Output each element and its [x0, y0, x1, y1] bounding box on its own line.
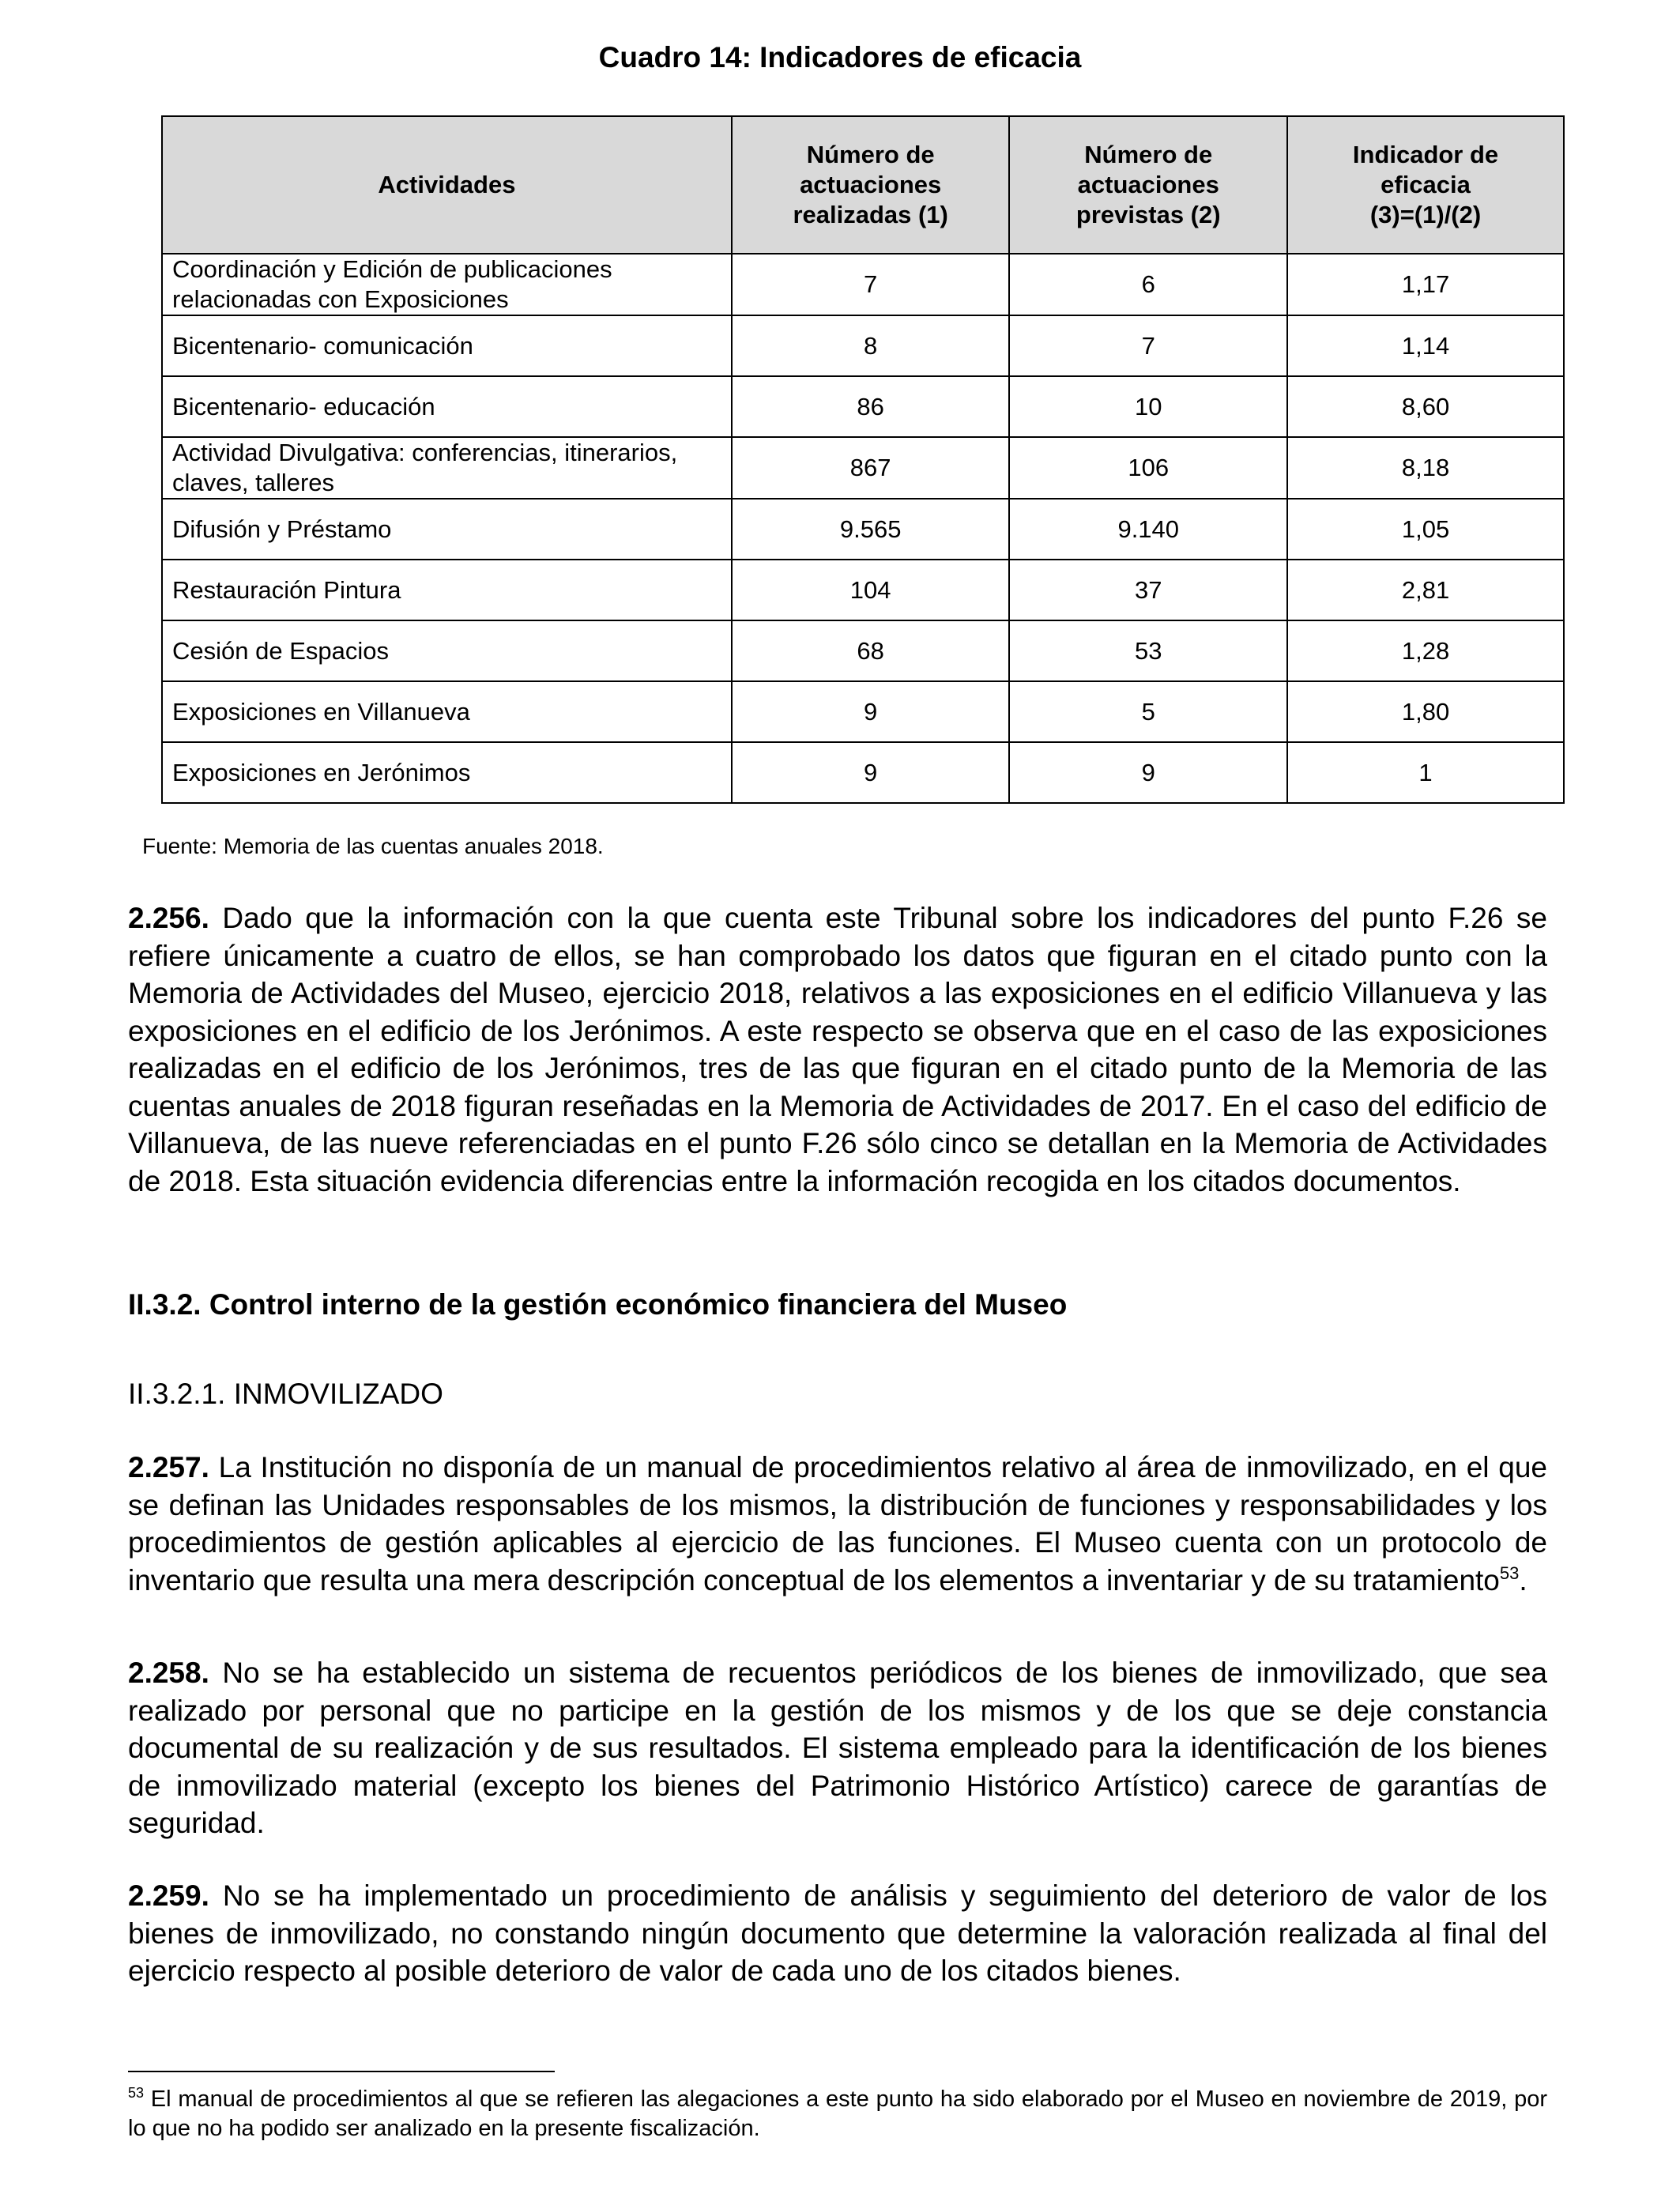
table-row [162, 742, 1564, 803]
header-indicator [1287, 116, 1564, 254]
activity-cell [162, 254, 732, 315]
header-realized-line: realizadas (1) [793, 201, 948, 228]
footnote-marker: 53 [128, 2085, 145, 2101]
table-row [162, 499, 1564, 560]
table-source: Fuente: Memoria de las cuentas anuales 2018. [142, 834, 604, 858]
indicator-cell: 8,18 [1287, 437, 1564, 499]
activity-line: relacionadas con Exposiciones [172, 285, 509, 313]
subsection-heading: II.3.2.1. INMOVILIZADO [128, 1378, 443, 1410]
footnote-separator [128, 2071, 555, 2072]
realized-cell: 68 [732, 620, 1010, 681]
realized-cell: 7 [732, 254, 1010, 315]
planned-cell: 53 [1009, 620, 1287, 681]
planned-cell: 5 [1009, 681, 1287, 742]
planned-cell: 7 [1009, 315, 1287, 376]
footnote-ref[interactable]: 53 [1499, 1563, 1520, 1583]
paragraph-text: La Institución no disponía de un manual de procedimientos relativo al área de inmovilizado, en el que se definan las Unidades responsables de los mismos, la distribución de funciones y responsabilidades y los procedimientos de gestión aplicables al ejercicio de las funciones. El Museo cuenta con un protocolo de inventario que resulta una mera descripción conceptual de los elementos a inventariar y de su tratamiento [128, 1451, 1547, 1596]
realized-cell: 867 [732, 437, 1010, 499]
table-row [162, 560, 1564, 620]
header-indicator-line: (3)=(1)/(2) [1369, 201, 1482, 228]
indicator-cell: 1,28 [1287, 620, 1564, 681]
indicator-cell: 1,17 [1287, 254, 1564, 315]
activity-cell [162, 437, 732, 499]
indicator-cell: 2,81 [1287, 560, 1564, 620]
section-heading: II.3.2. Control interno de la gestión económico financiera del Museo [128, 1288, 1068, 1321]
planned-cell: 106 [1009, 437, 1287, 499]
paragraph-end: . [1519, 1563, 1527, 1596]
indicator-cell: 8,60 [1287, 376, 1564, 437]
activity-cell: Exposiciones en Villanueva [162, 681, 732, 742]
activity-cell: Bicentenario- educación [162, 376, 732, 437]
indicator-cell: 1,80 [1287, 681, 1564, 742]
table-header-row [162, 116, 1564, 254]
planned-cell: 10 [1009, 376, 1287, 437]
header-indicator-line: eficacia [1381, 171, 1471, 198]
paragraph-number: 2.259. [128, 1879, 209, 1912]
planned-cell: 9.140 [1009, 499, 1287, 560]
activity-cell: Exposiciones en Jerónimos [162, 742, 732, 803]
activity-line: Actividad Divulgativa: conferencias, itinerarios, [172, 439, 678, 466]
header-planned-line: previstas (2) [1075, 201, 1221, 228]
activity-line: claves, talleres [172, 469, 335, 496]
table-row [162, 254, 1564, 315]
paragraph-2-258 [128, 1654, 1547, 1842]
activity-cell: Restauración Pintura [162, 560, 732, 620]
paragraph-2-256 [128, 899, 1547, 1200]
paragraph-number: 2.257. [128, 1451, 209, 1483]
header-indicator-line: Indicador de [1352, 141, 1499, 168]
activity-cell: Difusión y Préstamo [162, 499, 732, 560]
realized-cell: 104 [732, 560, 1010, 620]
activity-cell: Bicentenario- comunicación [162, 315, 732, 376]
planned-cell: 9 [1009, 742, 1287, 803]
table-row [162, 437, 1564, 499]
paragraph-text: Dado que la información con la que cuenta este Tribunal sobre los indicadores del punto F.26 se refiere únicamente a cuatro de ellos, se han comprobado los datos que figuran en el citado punto con la Memoria de Actividades del Museo, ejercicio 2018, relativos a las exposiciones en el edificio Villanueva y las exposiciones en el edificio de los Jerónimos. A este respecto se observa que en el caso de las exposiciones realizadas en el edificio de los Jerónimos, tres de las que figuran en el citado punto de la Memoria de las cuentas anuales de 2018 figuran reseñadas en la Memoria de Actividades de 2017. En el caso del edificio de Villanueva, de las nueve referenciadas en el punto F.26 sólo cinco se detallan en la Memoria de Actividades de 2018. Esta situación evidencia diferencias entre la información recogida en los citados documentos. [128, 902, 1547, 1197]
planned-cell: 6 [1009, 254, 1287, 315]
footnote-text: El manual de procedimientos al que se refieren las alegaciones a este punto ha sido elaborado por el Museo en noviembre de 2019, por lo que no ha podido ser analizado en la presente fiscalización. [128, 2087, 1547, 2141]
header-planned-line: Número de [1084, 141, 1213, 168]
paragraph-2-259 [128, 1877, 1547, 1990]
realized-cell: 9 [732, 681, 1010, 742]
table-row [162, 620, 1564, 681]
activity-line: Coordinación y Edición de publicaciones [172, 255, 612, 283]
header-realized-line: actuaciones [800, 171, 942, 198]
table-row [162, 681, 1564, 742]
header-realized [732, 116, 1010, 254]
table-row [162, 315, 1564, 376]
paragraph-number: 2.258. [128, 1657, 209, 1689]
header-realized-line: Número de [806, 141, 935, 168]
indicator-cell: 1,14 [1287, 315, 1564, 376]
paragraph-2-257 [128, 1449, 1547, 1599]
header-planned-line: actuaciones [1077, 171, 1219, 198]
table-title: Cuadro 14: Indicadores de eficacia [598, 41, 1082, 74]
footnote [128, 2085, 1547, 2143]
paragraph-number: 2.256. [128, 902, 209, 934]
table-row [162, 376, 1564, 437]
paragraph-text: No se ha establecido un sistema de recuentos periódicos de los bienes de inmovilizado, que sea realizado por personal que no participe en la gestión de los mismos y de los que se deje constancia documental de su realización y de sus resultados. El sistema empleado para la identificación de los bienes de inmovilizado material (excepto los bienes del Patrimonio Histórico Artístico) carece de garantías de seguridad. [128, 1657, 1547, 1839]
planned-cell: 37 [1009, 560, 1287, 620]
realized-cell: 86 [732, 376, 1010, 437]
paragraph-text: No se ha implementado un procedimiento de análisis y seguimiento del deterioro de valor de los bienes de inmovilizado, no constando ningún documento que determine la valoración realizada al final del ejercicio respecto al posible deterioro de valor de cada uno de los citados bienes. [128, 1879, 1547, 1987]
indicators-table [161, 115, 1565, 804]
header-planned [1009, 116, 1287, 254]
realized-cell: 9.565 [732, 499, 1010, 560]
realized-cell: 8 [732, 315, 1010, 376]
header-activities: Actividades [162, 116, 732, 254]
realized-cell: 9 [732, 742, 1010, 803]
indicator-cell: 1 [1287, 742, 1564, 803]
indicator-cell: 1,05 [1287, 499, 1564, 560]
activity-cell: Cesión de Espacios [162, 620, 732, 681]
